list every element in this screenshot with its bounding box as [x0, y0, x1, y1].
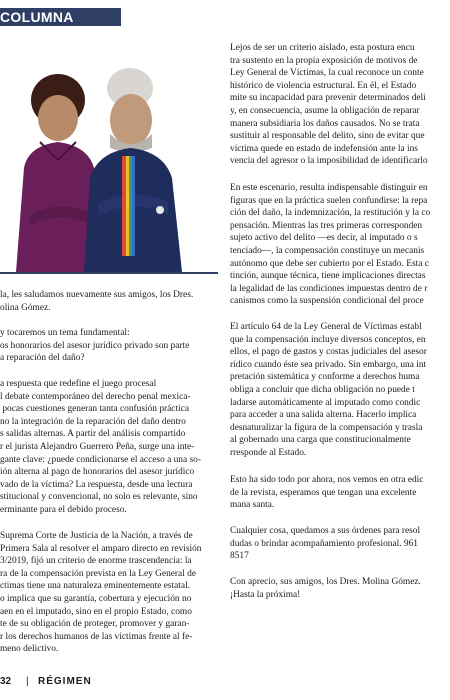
text-line: mana santa.	[230, 500, 275, 511]
text-line: Cualquier cosa, quedamos a sus órdenes para resol	[230, 526, 421, 536]
text-line: r el jurista Alejandro Guerrero Peña, surge una inte-	[0, 441, 195, 452]
text-line: gante clave: ¿puede condicionarse el acceso a una so-	[0, 454, 201, 465]
text-line: Con aprecio, sus amigos, los Dres. Molina Gómez.	[230, 577, 421, 587]
text-line: Ley General de Víctimas, la cual reconoce un conte	[230, 68, 424, 79]
section-label: COLUMNA	[0, 9, 74, 25]
page-footer	[0, 676, 150, 690]
text-line: histórico de violencia estructural. En él, el Estado	[230, 80, 417, 91]
left-paragraph-4	[0, 530, 202, 656]
text-line: sustituir al responsable del delito, sino de evitar que	[230, 131, 425, 142]
text-line: de la revista, esperamos que tengan una excelente	[230, 487, 417, 498]
text-line: la, les saludamos nuevamente sus amigos, los Dres.	[0, 290, 194, 300]
text-line: 3/2019, fijó un criterio de enorme trascendencia: la	[0, 556, 192, 567]
text-line: que la compensación incluye diversos conceptos, en	[230, 334, 426, 345]
right-paragraph-1	[230, 42, 428, 168]
text-line: s salidas alternas. A partir del análisis compartido	[0, 429, 186, 440]
text-line: manera subsidiaria los daños causados. No se trata	[230, 118, 420, 129]
authors-photo	[0, 38, 218, 272]
photo-divider	[0, 272, 218, 274]
text-line: Esto ha sido todo por ahora, nos vemos en otra edic	[230, 475, 424, 485]
text-line: víctima quede en estado de indefensión ante la ins	[230, 143, 418, 154]
text-line: olina Gómez.	[0, 302, 51, 313]
text-line: ra de la compensación prevista en la Ley General de	[0, 568, 197, 579]
right-paragraph-3	[230, 321, 427, 460]
text-line: 8517	[230, 551, 249, 562]
man-figure	[84, 68, 182, 272]
text-line: aen en el imputado, sino en el propio Estado, como	[0, 606, 192, 617]
text-line: obliga a concluir que dicha obligación no puede t	[230, 384, 415, 395]
text-line: ellos, el pago de gastos y costas judiciales del asesor	[230, 347, 427, 358]
text-line: y tocaremos un tema fundamental:	[0, 328, 130, 338]
text-line: la legalidad de las condiciones impuestas dentro de r	[230, 283, 428, 294]
text-line: tinción, aunque técnica, tiene implicaciones directas	[230, 271, 426, 282]
right-paragraph-2	[230, 182, 430, 308]
text-line: autónomo que debe ser cubierto por el Estado. Esta c	[230, 258, 429, 269]
right-paragraph-5	[230, 525, 420, 563]
footer-separator: |	[26, 676, 29, 687]
text-line: o implica que su garantía, cobertura y ejecución no	[0, 593, 192, 604]
text-line: ladarse automáticamente al imputado como condic	[230, 397, 421, 408]
text-line: El artículo 64 de la Ley General de Víctimas establ	[230, 322, 422, 332]
text-line: desnaturalizar la figura de la compensación y trasla	[230, 422, 423, 433]
text-line: pensación. Mientras las tres primeras corresponden	[230, 220, 423, 231]
text-line: ión alterna al pago de honorarios del asesor jurídico	[0, 467, 195, 478]
text-line: ¡Hasta la próxima!	[230, 589, 301, 600]
text-line: meno delictivo.	[0, 644, 59, 655]
left-paragraph-2	[0, 327, 189, 365]
text-line: Primera Sala al resolver el amparo directo en revisión	[0, 543, 202, 554]
left-paragraph-1	[0, 289, 193, 314]
text-line: ción del daño, la indemnización, la restitución y la co	[230, 208, 431, 219]
text-line: mite su incapacidad para prevenir determinados deli	[230, 93, 426, 104]
right-paragraph-4	[230, 474, 423, 512]
section-banner	[0, 8, 121, 26]
text-line: tenciado—, la compensación constituye un mecanis	[230, 245, 425, 256]
text-line: a reparación del daño?	[0, 353, 85, 364]
page-number: 32	[0, 676, 12, 687]
text-line: tra sustento en la propia exposición de motivos de	[230, 55, 418, 66]
text-line: vado de la víctima? La respuesta, desde una lectura	[0, 479, 193, 490]
text-line: r los derechos humanos de las víctimas frente al fe-	[0, 631, 193, 642]
right-paragraph-6	[230, 576, 421, 601]
magazine-name: RÉGIMEN	[38, 676, 92, 687]
left-paragraph-3	[0, 378, 201, 517]
text-line: te de su obligación de proteger, promover y garan-	[0, 619, 190, 630]
text-line: a respuesta que redefine el juego procesal	[0, 379, 157, 389]
text-line: figuras que en la práctica suelen confundirse: la repa	[230, 195, 428, 206]
text-line: rídico cuando éste sea privado. Sin embargo, una int	[230, 359, 427, 370]
text-line: sujeto activo del delito —es decir, al imputado o s	[230, 233, 418, 244]
text-line: En este escenario, resulta indispensable distinguir en	[230, 183, 428, 193]
text-line: l debate contemporáneo del derecho penal mexica-	[0, 391, 191, 402]
text-line: vencia del agresor o la imposibilidad de identificarlo	[230, 156, 428, 167]
text-line: no la integración de la reparación del daño dentro	[0, 416, 186, 427]
text-line: al gobernado una carga que constitucionalmente	[230, 435, 411, 446]
text-line: para acceder a una salida alterna. Hacerlo implica	[230, 410, 417, 421]
text-line: Lejos de ser un criterio aislado, esta postura encu	[230, 43, 415, 53]
text-line: stitucional y convencional, no solo es relevante, sino	[0, 492, 198, 503]
text-line: pretación sistemática y conforme a derechos huma	[230, 372, 420, 383]
text-line: y, en consecuencia, asume la obligación de reparar	[230, 105, 420, 116]
text-line: erminante para el debido proceso.	[0, 504, 127, 515]
text-line: rresponde al Estado.	[230, 447, 307, 458]
text-line: dudas o brindar acompañamiento profesional. 961	[230, 538, 418, 549]
text-line: canismos como la suspensión condicional del proce	[230, 296, 424, 307]
text-line: pocas cuestiones generan tanta confusión práctica	[0, 404, 189, 415]
text-line: ctimas tiene una naturaleza eminentemente estatal.	[0, 581, 191, 592]
text-line: os honorarios del asesor jurídico privado son parte	[0, 340, 190, 351]
text-line: Suprema Corte de Justicia de la Nación, a través de	[0, 531, 193, 541]
authors-photo-illustration	[0, 38, 218, 272]
